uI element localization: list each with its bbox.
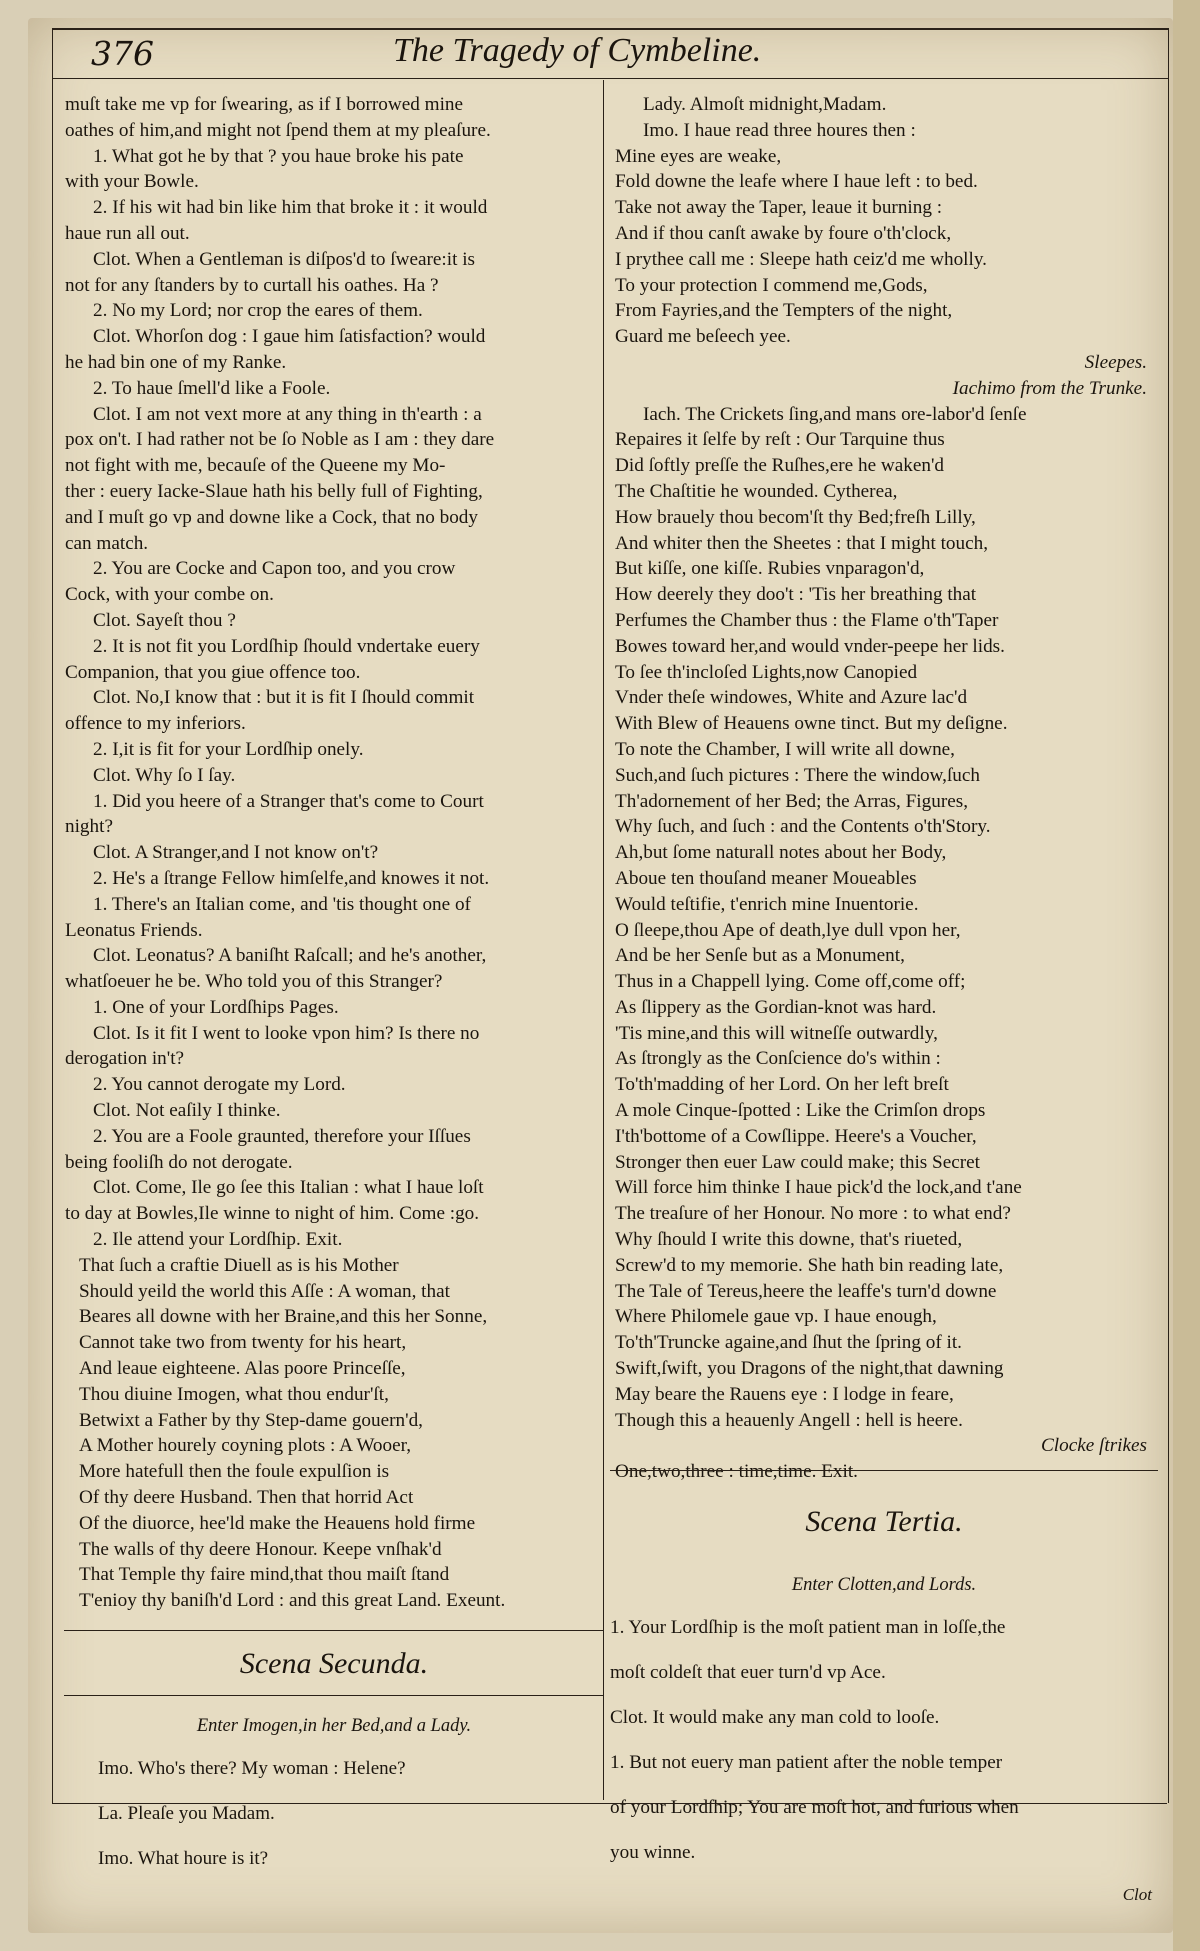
text-line: not for any ſtanders by to curtall his oathes. Ha ? [65, 274, 439, 296]
text-line: Clot. When a Gentleman is diſpos'd to ſweare:it is [93, 248, 475, 270]
text-line: derogation in't? [65, 1048, 185, 1070]
text-line: Clocke ſtrikes [1040, 1435, 1147, 1457]
text-line: Stronger then euer Law could make; this Secret [615, 1151, 980, 1173]
scene-rule [610, 1470, 1158, 1471]
text-line: pox on't. I had rather not be ſo Noble as I am : they dare [65, 429, 495, 451]
text-line: As ſtrongly as the Conſcience do's within : [615, 1048, 941, 1070]
text-line: A Mother hourely coyning plots : A Wooer, [79, 1435, 412, 1457]
text-line: 2. If his wit had bin like him that broke it : it would [93, 197, 488, 219]
text-line: 2. No my Lord; nor crop the eares of them. [93, 300, 423, 322]
text-line: 2. He's a ſtrange Fellow himſelfe,and knowes it not. [93, 867, 490, 889]
text-line: Mine eyes are weake, [615, 145, 782, 167]
text-line: How brauely thou becom'ſt thy Bed;freſh Lilly, [615, 506, 976, 528]
text-line: How deerely they doo't : 'Tis her breathing that [615, 584, 977, 606]
right-column [615, 92, 1155, 1485]
text-line: Clot. Whorſon dog : I gaue him ſatisfaction? would [93, 326, 486, 348]
text-line: Of the diuorce, hee'ld make the Heauens hold firme [79, 1512, 476, 1534]
text-line: The treaſure of her Honour. No more : to what end? [615, 1203, 1011, 1225]
catchword: Clot [1122, 1885, 1152, 1905]
text-line: oathes of him,and might not ſpend them at my pleaſure. [65, 119, 491, 141]
text-line: 2. Ile attend your Lordſhip. Exit. [93, 1229, 343, 1251]
text-line: With Blew of Heauens owne tinct. But my deſigne. [615, 713, 1008, 735]
running-title: The Tragedy of Cymbeline. [393, 32, 762, 69]
text-line: Leonatus Friends. [65, 919, 203, 941]
text-line: night? [65, 816, 113, 838]
text-line: and I muſt go vp and downe like a Cock, that no body [65, 506, 478, 528]
scene-lines [64, 1756, 604, 1871]
text-line: 2. To haue ſmell'd like a Foole. [93, 377, 331, 399]
text-line: Ah,but ſome naturall notes about her Body, [615, 842, 947, 864]
text-line: 1. Your Lordſhip is the moſt patient man in loſſe,the [610, 1617, 1006, 1639]
text-line: Beares all downe with her Braine,and this her Sonne, [79, 1306, 488, 1328]
scene-title: Scena Tertia. [805, 1505, 963, 1538]
text-line: To ſee th'incloſed Lights,now Canopied [615, 661, 918, 683]
text-line: to day at Bowles,Ile winne to night of him. Come :go. [65, 1203, 480, 1225]
text-line: Imo. Who's there? My woman : Helene? [98, 1758, 406, 1779]
text-line: Such,and ſuch pictures : There the window,ſuch [615, 764, 981, 786]
text-line: Betwixt a Father by thy Step-dame gouern'd, [79, 1409, 423, 1431]
text-line: of your Lordſhip; You are moſt hot, and furious when [610, 1797, 1019, 1819]
text-line: Clot. Leonatus? A baniſht Raſcall; and he's another, [93, 945, 487, 967]
text-line: Why ſhould I write this downe, that's riueted, [615, 1229, 963, 1251]
scene-title: Scena Secunda. [239, 1647, 429, 1680]
text-line: Aboue ten thouſand meaner Moueables [615, 867, 917, 889]
text-line: Of thy deere Husband. Then that horrid Act [79, 1487, 414, 1509]
text-line: 1. What got he by that ? you haue broke his pate [93, 145, 464, 167]
text-line: Iachimo from the Trunke. [952, 377, 1147, 399]
text-line: Thou diuine Imogen, what thou endur'ſt, [79, 1383, 389, 1405]
text-line: 2. You cannot derogate my Lord. [93, 1074, 346, 1096]
text-line: The walls of thy deere Honour. Keepe vnſhak'd [79, 1538, 442, 1560]
text-line: I'th'bottome of a Cowſlippe. Heere's a Voucher, [615, 1125, 977, 1147]
text-line: Bowes toward her,and would vnder-peepe her lids. [615, 635, 1005, 657]
text-line: muſt take me vp for ſwearing, as if I borrowed mine [65, 94, 464, 115]
text-line: The Tale of Tereus,heere the leaffe's turn'd downe [615, 1280, 997, 1302]
text-line: Sleepes. [1084, 351, 1147, 373]
text-line: offence to my inferiors. [65, 713, 246, 735]
text-line: Will force him thinke I haue pick'd the lock,and t'ane [615, 1177, 1022, 1199]
text-line: being fooliſh do not derogate. [65, 1151, 293, 1173]
left-column [65, 92, 600, 1614]
text-line: Clot. Why ſo I ſay. [93, 764, 236, 786]
text-line: Clot. No,I know that : but it is fit I ſhould commit [93, 687, 475, 709]
text-line: Clot. Come, Ile go ſee this Italian : what I haue loſt [93, 1177, 484, 1199]
scene-secunda [64, 1630, 604, 1890]
text-line: To note the Chamber, I will write all downe, [615, 738, 955, 760]
text-line: Imo. I haue read three houres then : [643, 119, 916, 141]
text-line: Repaires it ſelfe by reſt : Our Tarquine thus [615, 429, 945, 451]
text-line: Where Philomele gaue vp. I haue enough, [615, 1306, 937, 1328]
text-line: Clot. I am not vext more at any thing in th'earth : a [93, 403, 482, 425]
text-line: And be her Senſe but as a Monument, [615, 945, 905, 967]
page-header [53, 32, 1168, 78]
text-line: 1. There's an Italian come, and 'tis thought one of [93, 893, 471, 915]
text-line: Clot. It would make any man cold to looſe. [610, 1707, 940, 1729]
text-line: 2. I,it is fit for your Lordſhip onely. [93, 738, 364, 760]
text-line: Clot. A Stranger,and I not know on't? [93, 842, 379, 864]
text-line: As ſlippery as the Gordian-knot was hard. [615, 996, 937, 1018]
text-line: Screw'd to my memorie. She hath bin reading late, [615, 1254, 1004, 1276]
text-line: And whiter then the Sheetes : that I might touch, [615, 532, 989, 554]
text-line: And leaue eighteene. Alas poore Princeſſe, [79, 1358, 406, 1380]
text-line: Clot. Not eaſily I thinke. [93, 1100, 281, 1122]
text-line: 1. But not euery man patient after the noble temper [610, 1752, 1003, 1774]
column-divider [603, 80, 604, 1800]
text-line: Guard me beſeech yee. [615, 326, 791, 348]
text-line: not fight with me, becauſe of the Queene my Mo- [65, 455, 446, 477]
text-line: La. Pleaſe you Madam. [98, 1802, 275, 1824]
text-line: moſt coldeſt that euer turn'd vp Ace. [610, 1662, 886, 1684]
text-line: That ſuch a craftie Diuell as is his Mother [79, 1254, 399, 1276]
page-number: 376 [91, 34, 154, 73]
text-line: Swift,ſwift, you Dragons of the night,that dawning [615, 1358, 1004, 1380]
text-line: That Temple thy faire mind,that thou maiſt ſtand [79, 1564, 450, 1586]
text-line: whatſoeuer he be. Who told you of this Stranger? [65, 971, 443, 993]
text-line: Imo. What houre is it? [98, 1847, 269, 1869]
text-line: with your Bowle. [65, 171, 199, 193]
text-line: Should yeild the world this Aſſe : A woman, that [79, 1280, 450, 1302]
text-line: Lady. Almoſt midnight,Madam. [643, 94, 887, 115]
text-line: To'th'Truncke againe,and ſhut the ſpring of it. [615, 1332, 962, 1354]
text-line: haue run all out. [65, 222, 190, 244]
text-line: Take not away the Taper, leaue it burning : [615, 197, 943, 219]
text-line: One,two,three : time,time. Exit. [615, 1461, 858, 1483]
text-line: To'th'madding of her Lord. On her left breſt [615, 1074, 949, 1096]
stage-direction: Enter Clotten,and Lords. [791, 1575, 977, 1595]
text-line: O ſleepe,thou Ape of death,lye dull vpon her, [615, 919, 961, 941]
header-rule [53, 78, 1168, 79]
text-line: Vnder theſe windowes, White and Azure lac'd [615, 687, 968, 709]
text-line: you winne. [610, 1842, 696, 1864]
text-line: But kiſſe, one kiſſe. Rubies vnparagon'd, [615, 558, 925, 580]
scene-lines [610, 1615, 1158, 1866]
text-line: 1. One of your Lordſhips Pages. [93, 996, 339, 1018]
scene-rule [64, 1695, 604, 1696]
text-line: he had bin one of my Ranke. [65, 351, 287, 373]
text-line: 1. Did you heere of a Stranger that's come to Court [93, 790, 484, 812]
text-line: Thus in a Chappell lying. Come off,come off; [615, 971, 966, 993]
text-line: ther : euery Iacke-Slaue hath his belly full of Fighting, [65, 480, 483, 502]
text-line: Clot. Sayeſt thou ? [93, 609, 236, 631]
text-line: Perfumes the Chamber thus : the Flame o'th'Taper [615, 609, 999, 631]
text-line: Th'adornement of her Bed; the Arras, Figures, [615, 790, 969, 812]
text-line: Iach. The Crickets ſing,and mans ore-labor'd ſenſe [643, 403, 1027, 425]
text-line: May beare the Rauens eye : I lodge in feare, [615, 1383, 954, 1405]
stage-direction: Enter Imogen,in her Bed,and a Lady. [196, 1716, 472, 1736]
scene-tertia [610, 1470, 1158, 1905]
text-line: I prythee call me : Sleepe hath ceiz'd me wholly. [615, 248, 987, 270]
text-line: 2. It is not fit you Lordſhip ſhould vndertake euery [93, 635, 480, 657]
text-line: 'Tis mine,and this will witneſſe outwardly, [615, 1022, 938, 1044]
text-line: Though this a heauenly Angell : hell is heere. [615, 1409, 963, 1431]
text-line: From Fayries,and the Tempters of the night, [615, 300, 953, 322]
scene-rule [64, 1630, 604, 1631]
text-line: T'enioy thy baniſh'd Lord : and this great Land. Exeunt. [79, 1590, 506, 1612]
text-line: And if thou canſt awake by foure o'th'clock, [615, 222, 952, 244]
text-line: Cannot take two from twenty for his heart, [79, 1332, 407, 1354]
text-line: Fold downe the leafe where I haue left : to bed. [615, 171, 978, 193]
text-line: More hatefull then the foule expulſion is [79, 1461, 390, 1483]
text-line: A mole Cinque-ſpotted : Like the Crimſon drops [615, 1100, 986, 1122]
text-line: Why ſuch, and ſuch : and the Contents o'th'Story. [615, 816, 991, 838]
text-line: Cock, with your combe on. [65, 584, 274, 606]
text-line: Companion, that you giue offence too. [65, 661, 361, 683]
text-line: To your protection I commend me,Gods, [615, 274, 928, 296]
top-rule [53, 28, 1168, 30]
text-line: Would teſtifie, t'enrich mine Inuentorie. [615, 893, 919, 915]
bottom-rule [52, 1803, 1167, 1804]
text-line: Did ſoftly preſſe the Ruſhes,ere he waken'd [615, 455, 945, 477]
text-line: The Chaſtitie he wounded. Cytherea, [615, 480, 898, 502]
text-line: 2. You are Cocke and Capon too, and you crow [93, 558, 456, 580]
text-line: 2. You are a Foole graunted, therefore your Iſſues [93, 1125, 471, 1147]
text-line: Clot. Is it fit I went to looke vpon him? Is there no [93, 1022, 480, 1044]
text-line: can match. [65, 532, 149, 554]
page-edge [1173, 0, 1200, 1951]
